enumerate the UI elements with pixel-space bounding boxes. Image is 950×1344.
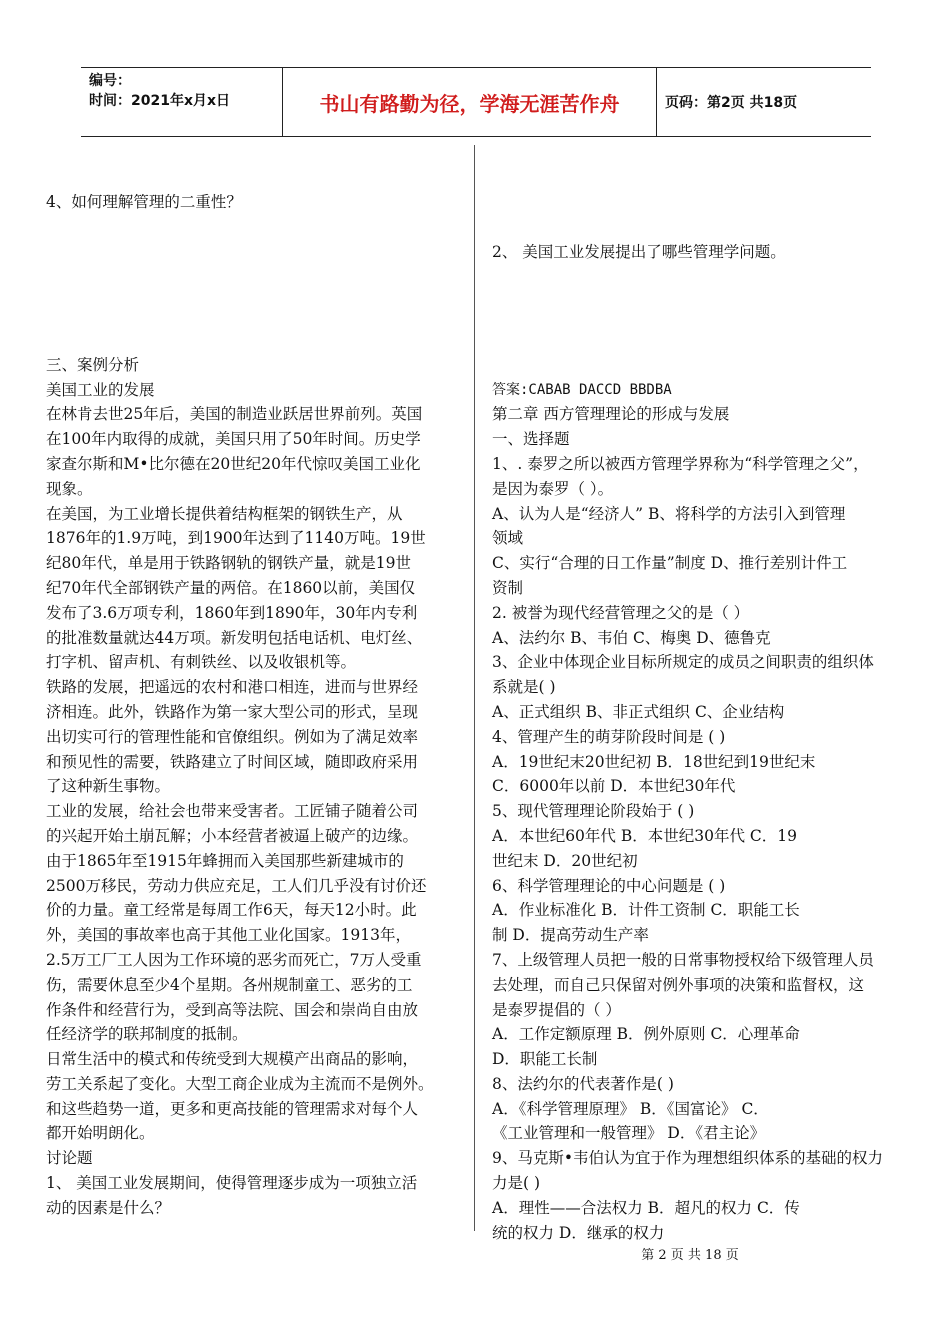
- list-item: A．本世纪60年代 B．本世纪30年代 C．19: [492, 826, 797, 845]
- number-label: 编号：: [89, 73, 131, 89]
- list-item: A．《科学管理原理》 B．《国富论》 C．: [492, 1099, 769, 1118]
- date-label: 时间：2021年x月x日: [89, 93, 231, 109]
- list-item: 是泰罗提倡的（ ）: [492, 1000, 621, 1019]
- list-item: A、认为人是“经济人” B、将科学的方法引入到管理: [492, 504, 846, 523]
- left-column: [46, 190, 466, 1221]
- list-item: 2. 被誉为现代经营管理之父的是（ ）: [492, 603, 750, 622]
- discussion-question-1: 1、 美国工业发展期间，使得管理逐步成为一项独立活 动的因素是什么？: [46, 1174, 418, 1217]
- page-header: [81, 67, 871, 137]
- case-title: 美国工业的发展: [46, 380, 155, 399]
- right-column: [492, 190, 916, 1245]
- discussion-heading: 讨论题: [46, 1149, 93, 1168]
- list-item: 《工业管理和一般管理》 D．《君主论》: [492, 1124, 766, 1143]
- question-4: 4、如何理解管理的二重性？: [46, 193, 242, 211]
- list-item: 是因为泰罗（ ）。: [492, 479, 614, 498]
- list-item: C、实行“合理的日工作量”制度 D、推行差别计件工: [492, 554, 848, 573]
- list-item: C．6000年以前 D．本世纪30年代: [492, 777, 736, 796]
- list-item: A、法约尔 B、韦伯 C、梅奥 D、德鲁克: [492, 628, 771, 647]
- list-item: A、正式组织 B、非正式组织 C、企业结构: [492, 702, 785, 721]
- list-item: 去处理，而自己只保留对例外事项的决策和监督权，这: [492, 975, 865, 994]
- header-meta: [81, 68, 283, 136]
- list-item: A．工作定额原理 B．例外原则 C．心理革命: [492, 1025, 800, 1044]
- list-item: D．职能工长制: [492, 1050, 598, 1069]
- list-item: A．作业标准化 B．计件工资制 C．职能工长: [492, 901, 800, 920]
- list-item: 世纪末 D．20世纪初: [492, 851, 638, 870]
- header-page-info: 页码：第2页 共18页: [665, 95, 798, 111]
- discussion-question-2: 2、 美国工业发展提出了哪些管理学问题。: [492, 242, 786, 261]
- header-motto: 书山有路勤为径，学海无涯苦作舟: [283, 68, 657, 136]
- section-heading: 三、案例分析: [46, 355, 140, 374]
- list-item: 领域: [492, 529, 524, 548]
- list-item: 资制: [492, 578, 524, 597]
- chapter-title: 第二章 西方管理理论的形成与发展: [492, 405, 730, 424]
- list-item: 力是( ): [492, 1174, 541, 1193]
- section-heading-choice: 一、选择题: [492, 430, 570, 449]
- case-paragraph-4: 工业的发展，给社会也带来受害者。工匠铺子随着公司 的兴起开始土崩瓦解；小本经营者被逼上破产的边缘。 由于1865年至1915年蜂拥而入美国那些新建城市的 2500万移民，劳动力供应充足，工人们几乎没有讨价还 价的力量。童工经常是每周工作6天，每天12小时。此 外，美国的事故率也高于其他工业化国家。1913年， 2.5万工厂工人因为工作环境的恶劣而死亡，7万人受重 伤，需要休息至少4个星期。各州规制童工、恶劣的工 作条件和经营行为，受到高等法院、国会和崇尚自由放 任经济学的联邦制度的抵制。: [46, 802, 427, 1044]
- case-paragraph-5: 日常生活中的模式和传统受到大规模产出商品的影响， 劳工关系起了变化。大型工商企业成为主流而不是例外。 和这些趋势一道，更多和更高技能的管理需求对每个人 都开始明朗化。: [46, 1050, 434, 1143]
- case-paragraph-1: 在林肯去世25年后，美国的制造业跃居世界前列。英国 在100年内取得的成就，美国只用了50年时间。历史学 家查尔斯和M•比尔德在20世纪20年代惊叹美国工业化 现象。: [46, 405, 423, 498]
- page-footer: 第 2 页 共 18 页: [641, 1248, 739, 1263]
- list-item: 7、上级管理人员把一般的日常事物授权给下级管理人员: [492, 950, 874, 969]
- list-item: 统的权力 D．继承的权力: [492, 1223, 665, 1242]
- column-divider: [474, 145, 475, 1231]
- list-item: 9、马克斯•韦伯认为宜于作为理想组织体系的基础的权力: [492, 1149, 884, 1168]
- list-item: 3、企业中体现企业目标所规定的成员之间职责的组织体: [492, 653, 874, 672]
- list-item: A．19世纪末20世纪初 B．18世纪到19世纪末: [492, 752, 816, 771]
- list-item: 4、管理产生的萌芽阶段时间是 ( ): [492, 727, 726, 746]
- choice-questions: [492, 452, 916, 1246]
- case-paragraph-3: 铁路的发展，把遥远的农村和港口相连，进而与世界经 济相连。此外，铁路作为第一家大型公司的形式，呈现 出切实可行的管理性能和官僚组织。例如为了满足效率 和预见性的需要，铁路建立了时间区域，随即政府采用 了这种新生事物。: [46, 678, 419, 796]
- case-paragraph-2: 在美国，为工业增长提供着结构框架的钢铁生产，从 1876年的1.9万吨，到1900年达到了1140万吨。19世 纪80年代，单是用于铁路钢轨的钢铁产量，就是19世 纪70年代全部钢铁产量的两倍。在1860以前，美国仅 发布了3.6万项专利，1860年到1890年，30年内专利 的批准数量就达44万项。新发明包括电话机、电灯丝、 打字机、留声机、有刺铁丝、以及收银机等。: [46, 504, 426, 672]
- list-item: 系就是( ): [492, 678, 556, 697]
- answer-key: 答案:CABAB DACCD BBDBA: [492, 381, 672, 398]
- list-item: 8、法约尔的代表著作是( ): [492, 1074, 674, 1093]
- list-item: 1、. 泰罗之所以被西方管理学界称为“科学管理之父”，: [492, 454, 869, 473]
- list-item: 6、科学管理理论的中心问题是 ( ): [492, 876, 726, 895]
- list-item: A．理性——合法权力 B．超凡的权力 C．传: [492, 1198, 800, 1217]
- list-item: 5、现代管理理论阶段始于 ( ): [492, 802, 695, 821]
- list-item: 制 D．提高劳动生产率: [492, 926, 649, 945]
